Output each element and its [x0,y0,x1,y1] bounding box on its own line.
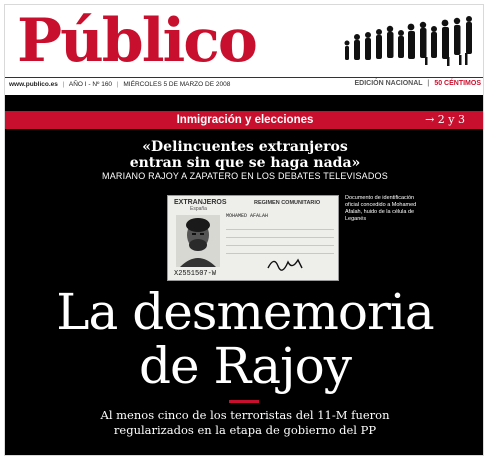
crowd-illustration-icon [341,13,481,73]
id-card-fields [226,222,334,254]
pull-quote-line-1: «Delincuentes extranjeros [142,139,348,155]
masthead-info-bar: www.publico.es | AÑO I - Nº 160 | MIÉRCOLES 5 DE MARZO DE 2008 EDICIÓN NACIONAL | 50 CÉNTIMOS [5,77,484,91]
pull-quote [5,139,484,171]
id-card-image [167,195,339,281]
id-card-title: EXTRANJEROS [174,199,227,206]
pull-quote-line-2: entran sin que se haga nada» [129,155,361,171]
masthead [5,5,484,77]
newspaper-logo: Público [17,6,256,76]
red-divider [229,400,259,403]
signature-icon [266,254,306,274]
main-headline [5,285,484,393]
id-card-subtitle: España [190,206,207,212]
cover-story [5,95,484,456]
story-summary-line-1: Al menos cinco de los terroristas del 11-M fueron [100,408,390,422]
main-headline-line-1: La desmemoria [56,283,434,341]
website-url: www.publico.es [9,81,58,88]
quote-attribution: MARIANO RAJOY A ZAPATERO EN LOS DEBATES TELEVISADOS [102,171,388,181]
page-reference: → 2 y 3 [425,113,465,126]
main-headline-line-2: de Rajoy [139,337,351,395]
story-summary-line-2: regularizados en la etapa de gobierno del PP [113,423,377,437]
id-card-name: MOHAMED AFALAH [226,213,269,219]
photo-caption: Documento de identificación oficial concedido a Mohamed Afalah, huido de la célula de Leganés [345,195,417,222]
id-card-regime: REGIMEN COMUNITARIO [254,200,321,206]
issue-number: AÑO I - Nº 160 [68,81,113,88]
newspaper-front-page [4,4,484,456]
price-label: 50 CÉNTIMOS [434,80,481,87]
story-summary [5,408,484,438]
section-title: Inmigración y elecciones [176,114,314,126]
issue-date: MIÉRCOLES 5 DE MARZO DE 2008 [123,81,231,88]
id-card-number: X2551507-W [174,270,217,278]
portrait-photo-icon [176,215,220,267]
section-bar [5,111,484,129]
edition-label: EDICIÓN NACIONAL [354,80,423,87]
